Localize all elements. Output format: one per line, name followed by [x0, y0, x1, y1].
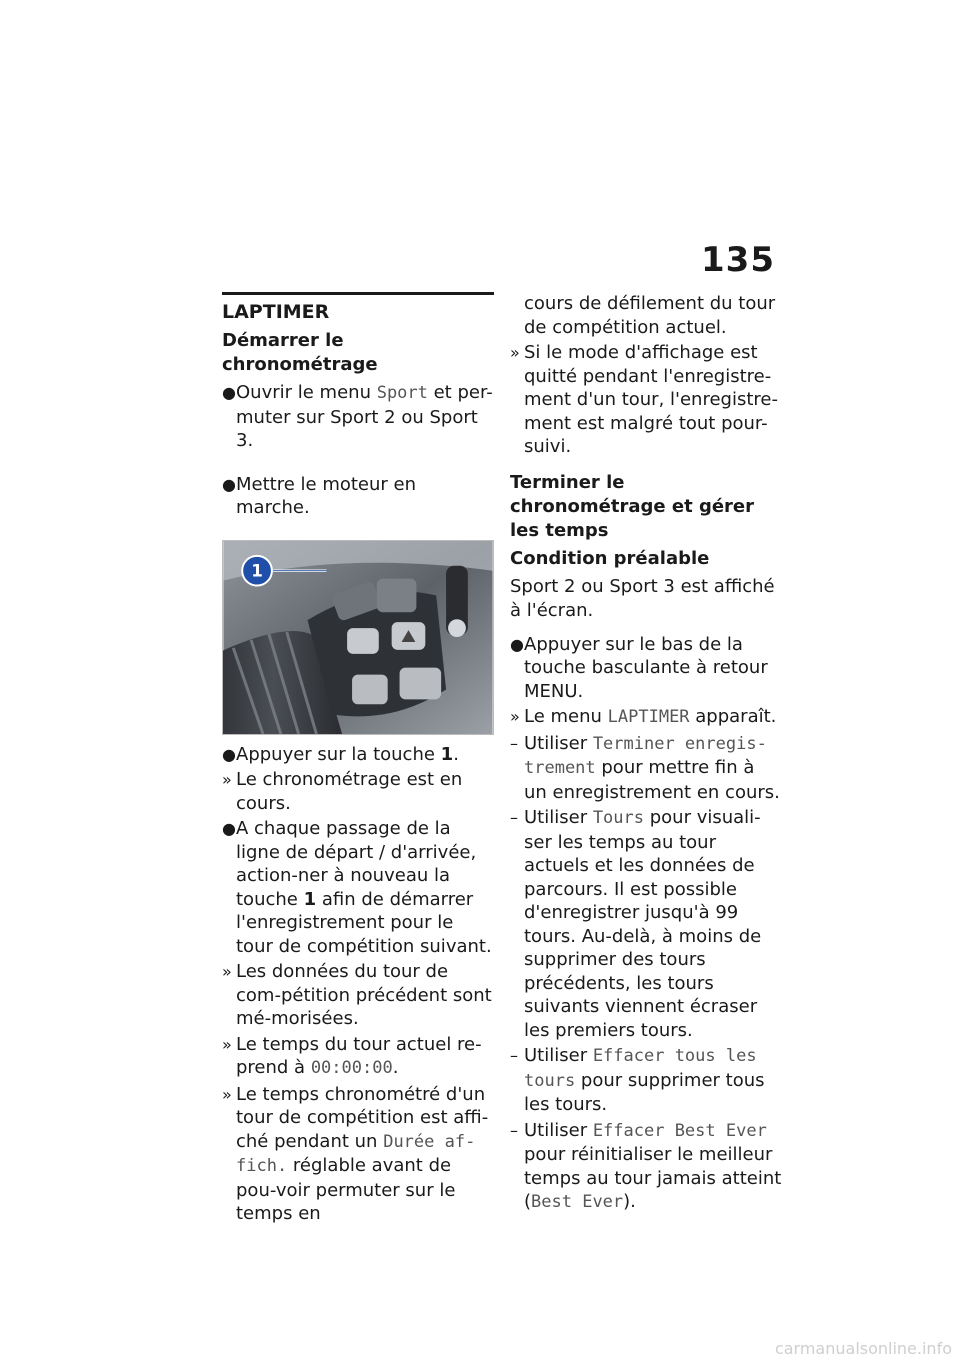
- option-delete-best: – Utiliser Effacer Best Ever pour réinitialiser le meilleur temps au tour jamais atteint (Best Ever).: [510, 1119, 782, 1212]
- result-menu-appears: » Le menu LAPTIMER apparaît.: [510, 706, 777, 727]
- result-marker: »: [510, 707, 520, 726]
- condition-text: Sport 2 ou Sport 3 est affiché à l'écran.: [510, 575, 775, 621]
- result-recording-continues: » Si le mode d'affichage est quitté pendant l'enregistre-ment d'un tour, l'enregistre-ment est malgré tout pour-suivi.: [510, 342, 778, 457]
- option-marker: –: [510, 1120, 518, 1140]
- step-open-menu: ● Ouvrir le menu Sport et per-muter sur Sport 2 ou Sport 3.: [222, 382, 493, 451]
- result-marker: »: [222, 1084, 232, 1104]
- result-time-displayed: » Le temps chronométré d'un tour de compétition est affi-ché pendant un Durée af-fich. réglable avant de pou-voir permuter sur le temps en: [222, 1083, 489, 1224]
- result-marker: »: [510, 343, 520, 362]
- option-delete-all: – Utiliser Effacer tous les tours pour supprimer tous les tours.: [510, 1045, 765, 1115]
- callout-label: 1: [251, 560, 263, 581]
- condition-title: Condition préalable: [510, 547, 710, 569]
- step-each-lap: ● A chaque passage de la ligne de départ / d'arrivée, action-ner à nouveau la touche 1 afin de démarrer l'enregistrement pour le tour de compétition suivant.: [222, 818, 492, 957]
- bullet-marker: ●: [222, 819, 236, 838]
- subsection-title: Démarrer le chronométrage: [222, 330, 378, 375]
- step-start-engine: ● Mettre le moteur en marche.: [222, 473, 417, 518]
- result-marker: »: [222, 962, 232, 981]
- handlebar-switch-photo: [222, 540, 494, 735]
- result-marker: »: [222, 1034, 232, 1054]
- result-marker: »: [222, 770, 232, 789]
- menu-sport: Sport: [376, 383, 428, 403]
- option-marker: –: [510, 733, 518, 753]
- section-title: LAPTIMER: [222, 301, 330, 323]
- subsection-title: Terminer le chronométrage et gérer les temps: [510, 471, 754, 541]
- step-press-button: ● Appuyer sur la touche 1.: [222, 743, 459, 765]
- option-marker: –: [510, 1046, 518, 1065]
- option-end-recording: – Utiliser Terminer enregis-trement pour mettre fin à un enregistrement en cours.: [510, 732, 780, 803]
- right-column: [510, 292, 782, 1217]
- result-data-saved: » Les données du tour de com-pétition précédent sont mé-morisées.: [222, 961, 492, 1029]
- continued-text: cours de défilement du tour de compétition actuel.: [524, 293, 776, 338]
- bullet-marker: ●: [222, 383, 236, 402]
- bullet-marker: ●: [222, 474, 236, 494]
- bullet-marker: ●: [222, 744, 236, 764]
- step-press-rocker: ● Appuyer sur le bas de la touche basculante à retour MENU.: [510, 633, 768, 702]
- result-time-reset: » Le temps du tour actuel re-prend à 00:00:00.: [222, 1033, 482, 1078]
- page-number: 135: [701, 240, 775, 280]
- option-laps: – Utiliser Tours pour visuali-ser les temps au tour actuels et les données de parcours. Il est possible d'enregistrer jusqu'à 99 tours. Au-delà, à moins de supprimer des tours précédents, les tours suivants viennent écraser les premiers tours.: [510, 807, 762, 1041]
- section-rule: [222, 292, 494, 295]
- result-timing-running: » Le chronométrage est en cours.: [222, 769, 463, 814]
- bullet-marker: ●: [510, 634, 524, 654]
- footer-watermark: carmanualsonline.info: [774, 1339, 952, 1358]
- left-column: [222, 292, 494, 1228]
- option-marker: –: [510, 808, 518, 827]
